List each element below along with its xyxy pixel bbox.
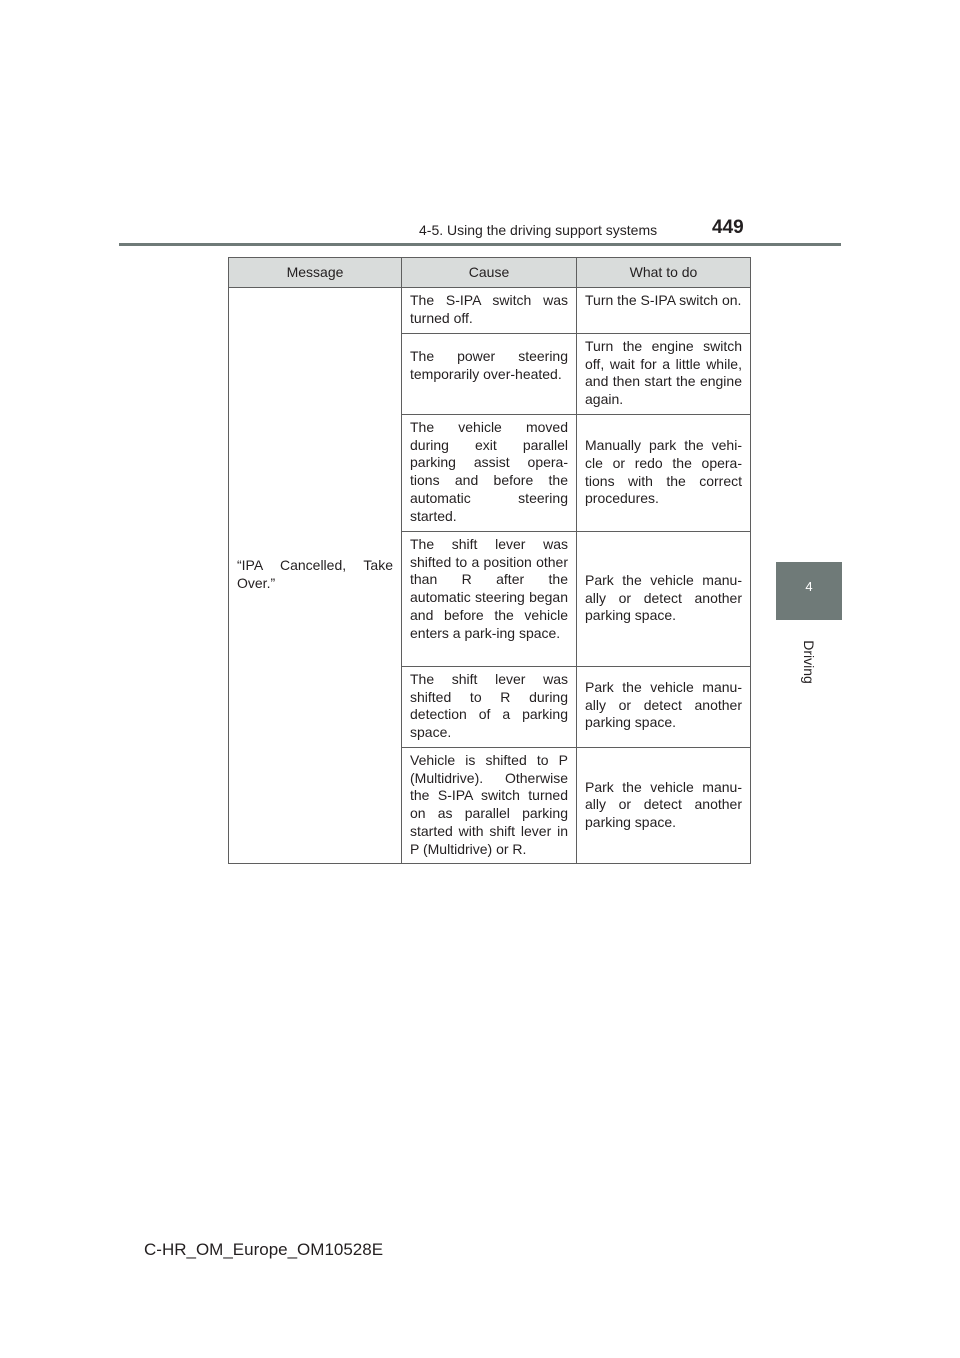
cause-cell: The vehicle moved during exit parallel parking assist opera-tions and before the automatic steering started. bbox=[402, 415, 577, 532]
action-cell: Park the vehicle manu-ally or detect another parking space. bbox=[577, 667, 751, 748]
column-header-cause: Cause bbox=[402, 258, 577, 288]
message-cell: “IPA Cancelled, Take Over.” bbox=[229, 288, 402, 864]
cause-cell: The S-IPA switch was turned off. bbox=[402, 288, 577, 334]
column-header-message: Message bbox=[229, 258, 402, 288]
table-row bbox=[229, 288, 751, 334]
cause-cell: The shift lever was shifted to a position other than R after the automatic steering began and before the vehicle enters a park-ing space. bbox=[402, 532, 577, 667]
header-divider bbox=[119, 243, 841, 246]
chapter-label: Driving bbox=[801, 640, 817, 684]
action-cell: Turn the S-IPA switch on. bbox=[577, 288, 751, 334]
cause-cell: Vehicle is shifted to P (Multidrive). Otherwise the S-IPA switch turned on as parallel parking started with shift lever in P (Multidrive) or R. bbox=[402, 748, 577, 864]
action-cell: Park the vehicle manu-ally or detect another parking space. bbox=[577, 748, 751, 864]
action-cell: Manually park the vehi-cle or redo the opera-tions with the correct procedures. bbox=[577, 415, 751, 532]
table-header-row bbox=[229, 258, 751, 288]
section-title: 4-5. Using the driving support systems bbox=[419, 222, 658, 238]
document-code: C-HR_OM_Europe_OM10528E bbox=[144, 1240, 384, 1259]
page-number: 449 bbox=[712, 217, 744, 238]
cause-cell: The power steering temporarily over-heated. bbox=[402, 334, 577, 415]
chapter-number: 4 bbox=[805, 579, 813, 594]
cause-cell: The shift lever was shifted to R during detection of a parking space. bbox=[402, 667, 577, 748]
action-cell: Turn the engine switch off, wait for a little while, and then start the engine again. bbox=[577, 334, 751, 415]
chapter-tab bbox=[776, 562, 842, 620]
column-header-what-to-do: What to do bbox=[577, 258, 751, 288]
action-cell: Park the vehicle manu-ally or detect another parking space. bbox=[577, 532, 751, 667]
warning-message-table bbox=[228, 257, 751, 864]
